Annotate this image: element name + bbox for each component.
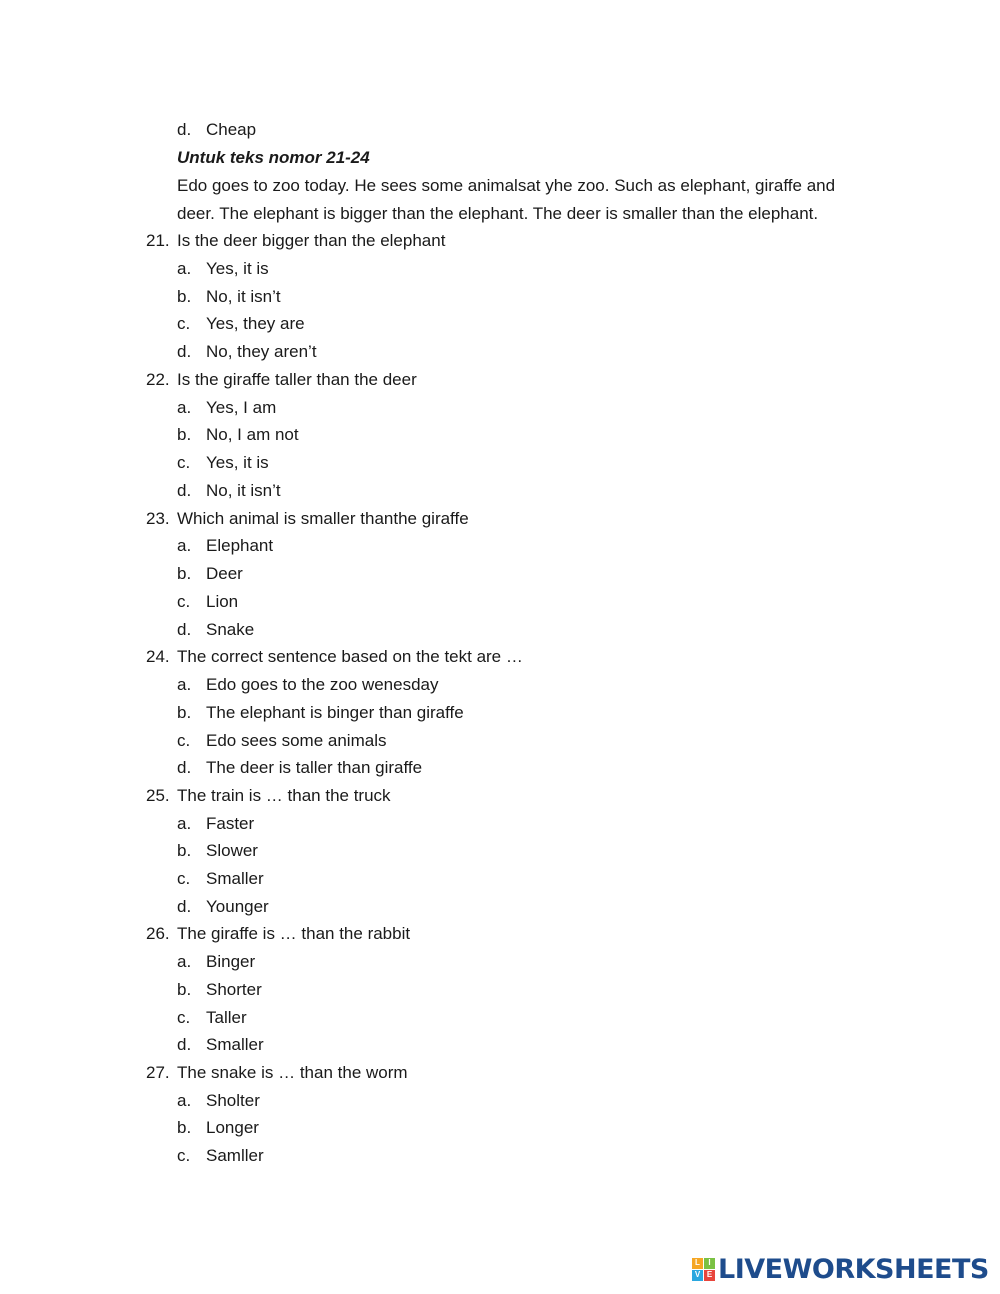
option-letter: a.	[177, 536, 192, 555]
logo-mark-e: E	[704, 1270, 715, 1281]
option-26b	[177, 980, 262, 1000]
option-27a	[177, 1091, 260, 1111]
passage-line-1: Edo goes to zoo today. He sees some animalsat yhe zoo. Such as elephant, giraffe and	[177, 176, 836, 195]
question-text: Which animal is smaller thanthe giraffe	[177, 509, 469, 528]
option-letter: a.	[177, 814, 192, 833]
option-text: Snake	[206, 620, 255, 639]
option-text: Yes, I am	[206, 398, 277, 417]
option-letter: d.	[177, 481, 192, 500]
option-letter: c.	[177, 869, 191, 888]
option-25a	[177, 814, 254, 834]
option-text: Samller	[206, 1146, 264, 1165]
option-text: Smaller	[206, 869, 264, 888]
question-number: 27.	[146, 1063, 170, 1082]
option-24d	[177, 758, 422, 778]
option-text: The deer is taller than giraffe	[206, 758, 423, 777]
option-27c	[177, 1146, 264, 1166]
option-text: Cheap	[206, 120, 257, 139]
option-text: No, I am not	[206, 425, 299, 444]
question-number: 26.	[146, 924, 170, 943]
option-letter: a.	[177, 398, 192, 417]
option-letter: c.	[177, 731, 191, 750]
option-letter: a.	[177, 952, 192, 971]
option-letter: b.	[177, 564, 192, 583]
option-letter: d.	[177, 897, 192, 916]
option-letter: b.	[177, 287, 192, 306]
option-26d	[177, 1035, 264, 1055]
question-number: 24.	[146, 647, 170, 666]
option-letter: d.	[177, 620, 192, 639]
option-24a	[177, 675, 439, 695]
logo-text: LIVEWORKSHEETS	[718, 1253, 989, 1285]
option-23b	[177, 564, 243, 584]
option-text: No, they aren’t	[206, 342, 317, 361]
option-21d	[177, 342, 317, 362]
option-text: Younger	[206, 897, 269, 916]
option-21c	[177, 314, 305, 334]
option-text: Shorter	[206, 980, 262, 999]
option-25b	[177, 841, 258, 861]
question-text: The train is … than the truck	[177, 786, 391, 805]
pre-option-d	[177, 120, 256, 140]
option-letter: c.	[177, 1008, 191, 1027]
option-letter: b.	[177, 1118, 192, 1137]
logo-mark-i: I	[704, 1258, 715, 1269]
option-text: Lion	[206, 592, 239, 611]
option-22b	[177, 425, 299, 445]
option-24b	[177, 703, 464, 723]
option-27b	[177, 1118, 259, 1138]
option-21b	[177, 287, 281, 307]
option-text: Faster	[206, 814, 255, 833]
option-letter: c.	[177, 453, 191, 472]
option-letter: d.	[177, 758, 192, 777]
question-number: 21.	[146, 231, 170, 250]
question-23	[146, 509, 469, 529]
option-text: Yes, they are	[206, 314, 305, 333]
option-text: Elephant	[206, 536, 274, 555]
option-text: The elephant is binger than giraffe	[206, 703, 464, 722]
option-letter: b.	[177, 980, 192, 999]
option-text: Edo goes to the zoo wenesday	[206, 675, 439, 694]
option-text: Deer	[206, 564, 243, 583]
option-letter: c.	[177, 592, 191, 611]
logo-mark-icon	[692, 1258, 715, 1281]
passage-line-2: deer. The elephant is bigger than the elephant. The deer is smaller than the elephant.	[177, 204, 819, 223]
option-text: Binger	[206, 952, 256, 971]
option-text: Yes, it is	[206, 259, 269, 278]
question-26	[146, 924, 410, 944]
option-23d	[177, 620, 254, 640]
option-letter: a.	[177, 1091, 192, 1110]
question-text: The giraffe is … than the rabbit	[177, 924, 411, 943]
logo-mark-v: V	[692, 1270, 703, 1281]
question-27	[146, 1063, 408, 1083]
question-text: Is the giraffe taller than the deer	[177, 370, 417, 389]
option-text: Edo sees some animals	[206, 731, 387, 750]
option-letter: d.	[177, 1035, 192, 1054]
option-22c	[177, 453, 269, 473]
option-text: Sholter	[206, 1091, 260, 1110]
option-26c	[177, 1008, 247, 1028]
question-text: The correct sentence based on the tekt are …	[177, 647, 523, 666]
question-number: 25.	[146, 786, 170, 805]
option-letter: b.	[177, 425, 192, 444]
option-letter: a.	[177, 259, 192, 278]
logo-mark-l: L	[692, 1258, 703, 1269]
option-letter: b.	[177, 703, 192, 722]
option-24c	[177, 731, 386, 751]
option-22a	[177, 398, 276, 418]
option-letter: c.	[177, 1146, 191, 1165]
question-21	[146, 231, 445, 251]
option-23a	[177, 536, 273, 556]
section-heading: Untuk teks nomor 21-24	[177, 148, 370, 167]
option-letter: d.	[177, 120, 192, 139]
liveworksheets-logo	[692, 1253, 989, 1285]
option-25d	[177, 897, 269, 917]
option-text: Yes, it is	[206, 453, 269, 472]
option-22d	[177, 481, 281, 501]
question-text: The snake is … than the worm	[177, 1063, 408, 1082]
option-26a	[177, 952, 255, 972]
question-24	[146, 647, 523, 667]
option-text: Longer	[206, 1118, 259, 1137]
option-letter: b.	[177, 841, 192, 860]
question-text: Is the deer bigger than the elephant	[177, 231, 446, 250]
question-number: 22.	[146, 370, 170, 389]
option-23c	[177, 592, 238, 612]
question-number: 23.	[146, 509, 170, 528]
option-25c	[177, 869, 264, 889]
option-text: No, it isn’t	[206, 481, 281, 500]
option-letter: c.	[177, 314, 191, 333]
question-25	[146, 786, 391, 806]
option-text: Taller	[206, 1008, 247, 1027]
option-21a	[177, 259, 269, 279]
option-text: Smaller	[206, 1035, 264, 1054]
option-text: Slower	[206, 841, 258, 860]
option-text: No, it isn’t	[206, 287, 281, 306]
option-letter: d.	[177, 342, 192, 361]
question-22	[146, 370, 417, 390]
option-letter: a.	[177, 675, 192, 694]
